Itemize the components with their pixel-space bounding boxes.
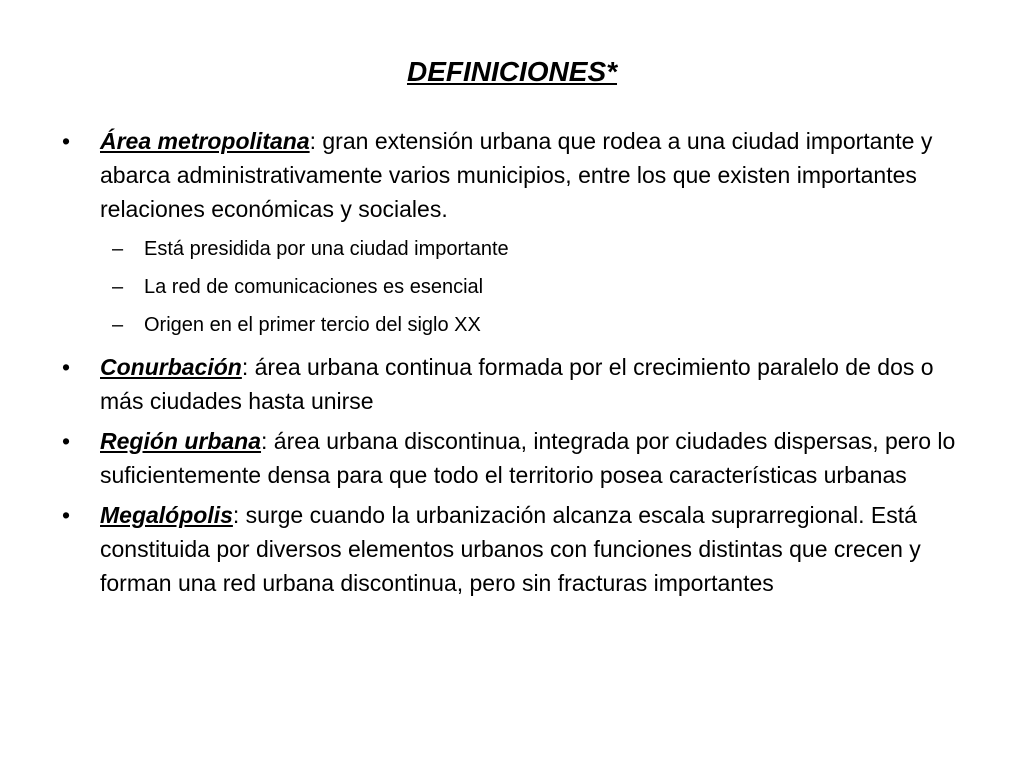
sub-bullet-text: La red de comunicaciones es esencial bbox=[144, 276, 484, 298]
term-label: Conurbación bbox=[100, 354, 242, 380]
sub-bullet-item bbox=[100, 306, 966, 344]
sub-bullet-item bbox=[100, 230, 966, 268]
definition-text: : área urbana discontinua, integrada por ciudades dispersas, pero lo suficientemente densa para que todo el territorio posea características urbanas bbox=[100, 428, 956, 488]
term-label: Área metropolitana bbox=[100, 128, 310, 154]
bullet-item-megalopolis bbox=[56, 498, 966, 600]
term-label: Megalópolis bbox=[100, 502, 233, 528]
bullet-icon: • bbox=[62, 128, 71, 154]
bullet-item-region-urbana bbox=[56, 424, 966, 492]
definition-text: : área urbana continua formada por el crecimiento paralelo de dos o más ciudades hasta unirse bbox=[100, 354, 934, 414]
dash-icon: – bbox=[112, 276, 124, 298]
sub-bullet-list bbox=[100, 230, 966, 344]
dash-icon: – bbox=[112, 238, 124, 260]
bullet-icon: • bbox=[62, 502, 71, 528]
definition-text: : surge cuando la urbanización alcanza escala suprarregional. Está constituida por diversos elementos urbanos con funciones distintas que crecen y forman una red urbana discontinua, pero sin fracturas importantes bbox=[100, 502, 921, 596]
slide-title: DEFINICIONES* bbox=[406, 56, 618, 87]
definition-text: : gran extensión urbana que rodea a una ciudad importante y abarca administrativamente varios municipios, entre los que existen importantes relaciones económicas y sociales. bbox=[100, 128, 933, 222]
sub-bullet-item bbox=[100, 268, 966, 306]
bullet-icon: • bbox=[62, 428, 71, 454]
bullet-item-conurbacion bbox=[56, 350, 966, 418]
bullet-icon: • bbox=[62, 354, 71, 380]
sub-bullet-text: Origen en el primer tercio del siglo XX bbox=[144, 314, 481, 336]
sub-bullet-text: Está presidida por una ciudad importante bbox=[144, 238, 509, 260]
term-label: Región urbana bbox=[100, 428, 262, 454]
bullet-item-area-metropolitana bbox=[56, 124, 966, 344]
bullet-list bbox=[56, 124, 966, 606]
dash-icon: – bbox=[112, 314, 124, 336]
